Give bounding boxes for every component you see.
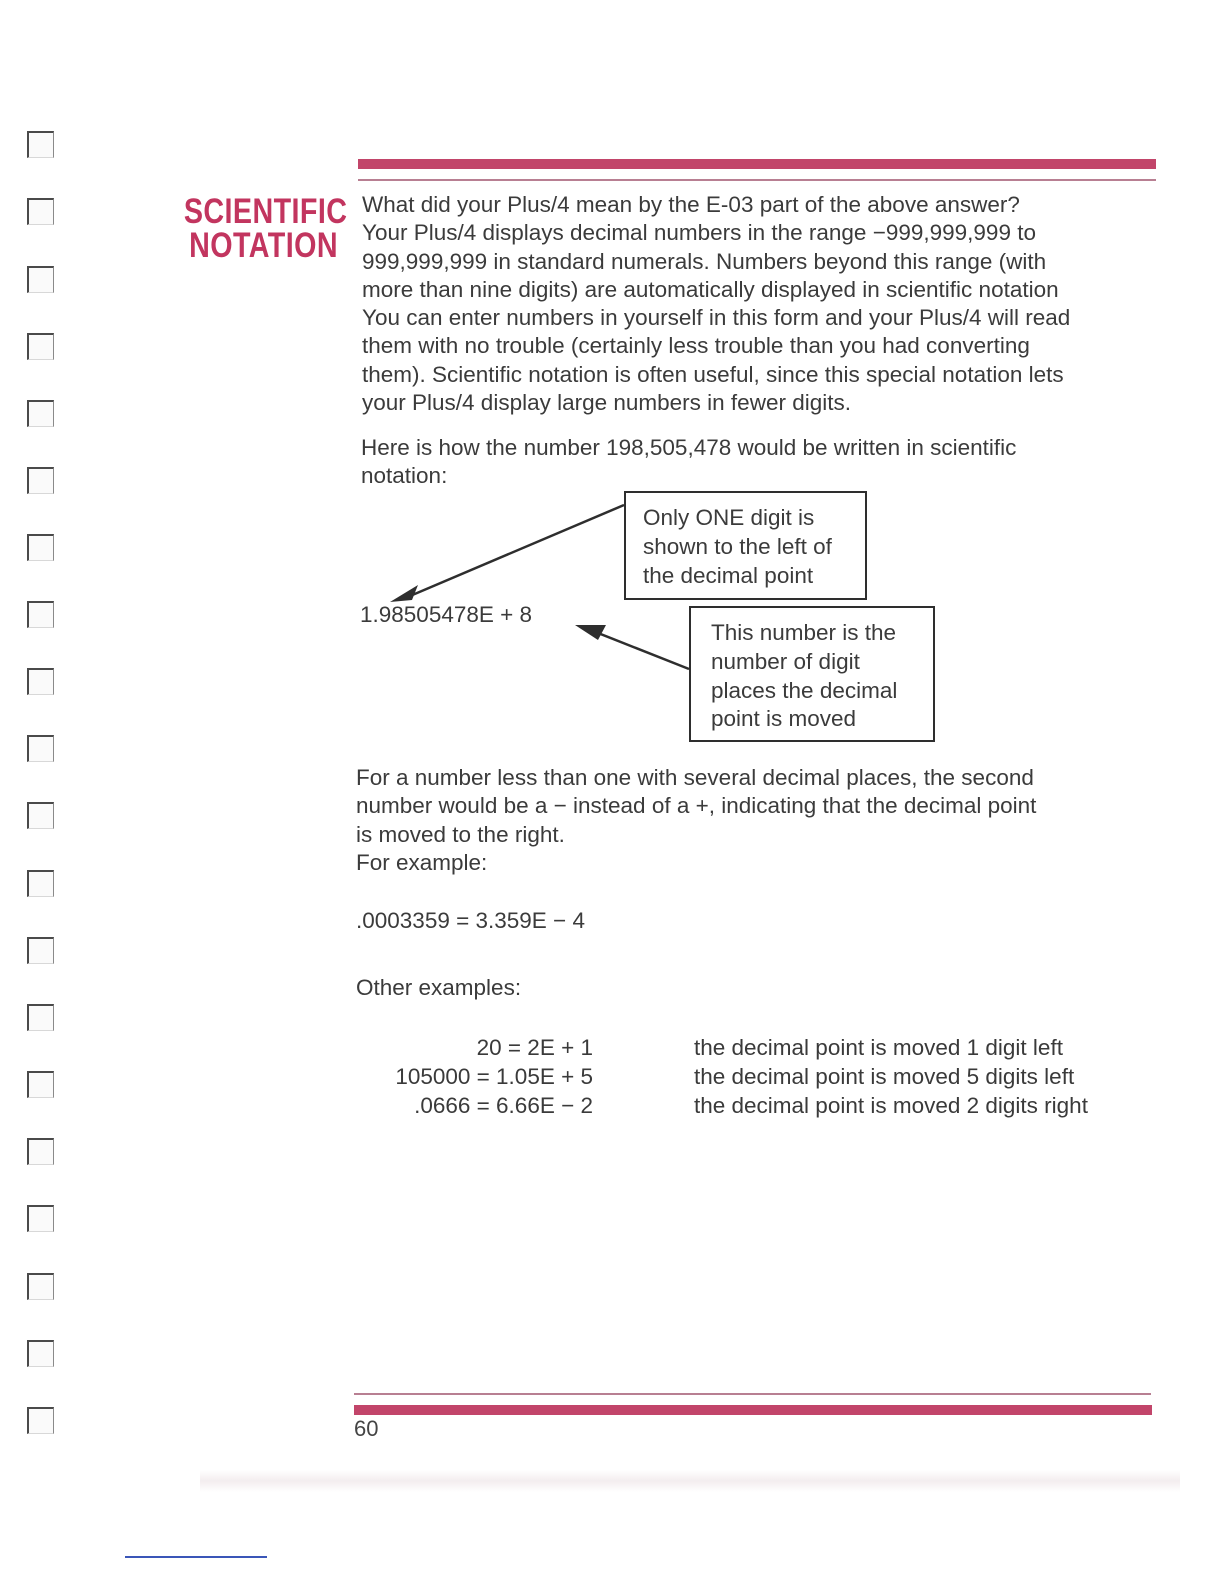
text-line: them with no trouble (certainly less trouble than you had converting bbox=[362, 333, 1030, 359]
callout-line: places the decimal bbox=[711, 677, 898, 703]
other-examples-label: Other examples: bbox=[356, 975, 522, 1000]
binder-hole bbox=[27, 1138, 54, 1165]
binder-hole bbox=[27, 937, 54, 964]
less-than-one-paragraph bbox=[356, 764, 1036, 877]
example-explanation: the decimal point is moved 5 digits left bbox=[694, 1064, 1075, 1089]
heading-line-1: SCIENTIFIC bbox=[183, 192, 348, 231]
bottom-rule-thin bbox=[354, 1393, 1151, 1395]
binder-hole bbox=[27, 802, 54, 829]
page-number: 60 bbox=[354, 1416, 379, 1441]
binder-hole bbox=[27, 1407, 54, 1434]
example-explanation: the decimal point is moved 1 digit left bbox=[694, 1035, 1063, 1060]
text-line: notation: bbox=[361, 463, 448, 489]
example-explanation: the decimal point is moved 2 digits right bbox=[694, 1093, 1088, 1118]
text-line: your Plus/4 display large numbers in fewer digits. bbox=[362, 390, 851, 416]
text-line: more than nine digits) are automatically displayed in scientific notation bbox=[362, 276, 1059, 302]
arrow-line-exponent bbox=[598, 633, 689, 669]
bottom-rule-thick bbox=[354, 1405, 1152, 1415]
text-line: number would be a − instead of a +, indicating that the decimal point bbox=[356, 793, 1037, 819]
text-line: For a number less than one with several decimal places, the second bbox=[356, 765, 1034, 790]
arrow-head-exponent bbox=[575, 625, 606, 640]
callout-line: the decimal point bbox=[643, 562, 814, 588]
callout-line: point is moved bbox=[711, 706, 857, 732]
callout-line: shown to the left of bbox=[643, 533, 832, 559]
page-edge-shadow bbox=[200, 1470, 1180, 1492]
callout-line: number of digit bbox=[711, 648, 860, 674]
binder-hole bbox=[27, 1273, 54, 1300]
binder-hole bbox=[27, 1205, 54, 1232]
text-line: For example: bbox=[356, 849, 488, 875]
callout-exponent bbox=[689, 606, 935, 742]
text-line: them). Scientific notation is often useful, since this special notation lets bbox=[362, 361, 1064, 387]
arrow-head-left-digit bbox=[390, 585, 418, 602]
example-expression: 20 = 2E + 1 bbox=[476, 1035, 593, 1060]
callout-one-digit bbox=[624, 491, 867, 600]
text-line: What did your Plus/4 mean by the E-03 part of the above answer? bbox=[362, 192, 1020, 217]
arrow-line-left-digit bbox=[410, 505, 624, 596]
text-line: is moved to the right. bbox=[356, 821, 565, 847]
callout-line: This number is the bbox=[711, 620, 897, 645]
binder-hole bbox=[27, 1004, 54, 1031]
binder-hole bbox=[27, 1071, 54, 1098]
example-single: .0003359 = 3.359E − 4 bbox=[356, 908, 585, 933]
binder-hole bbox=[27, 1340, 54, 1367]
example-expression: .0666 = 6.66E − 2 bbox=[414, 1093, 593, 1118]
scientific-number: 1.98505478E + 8 bbox=[360, 602, 533, 627]
heading-line-2: NOTATION bbox=[189, 226, 338, 265]
text-line: You can enter numbers in yourself in this form and your Plus/4 will read bbox=[362, 305, 1071, 331]
scan-edge-mark bbox=[125, 1556, 267, 1558]
callout-line: Only ONE digit is bbox=[643, 505, 815, 530]
example-expression: 105000 = 1.05E + 5 bbox=[395, 1064, 593, 1089]
text-line: Your Plus/4 displays decimal numbers in the range −999,999,999 to bbox=[362, 220, 1036, 246]
text-line: Here is how the number 198,505,478 would be written in scientific bbox=[361, 435, 1017, 460]
text-line: 999,999,999 in standard numerals. Numbers beyond this range (with bbox=[362, 248, 1047, 274]
binder-hole bbox=[27, 870, 54, 897]
